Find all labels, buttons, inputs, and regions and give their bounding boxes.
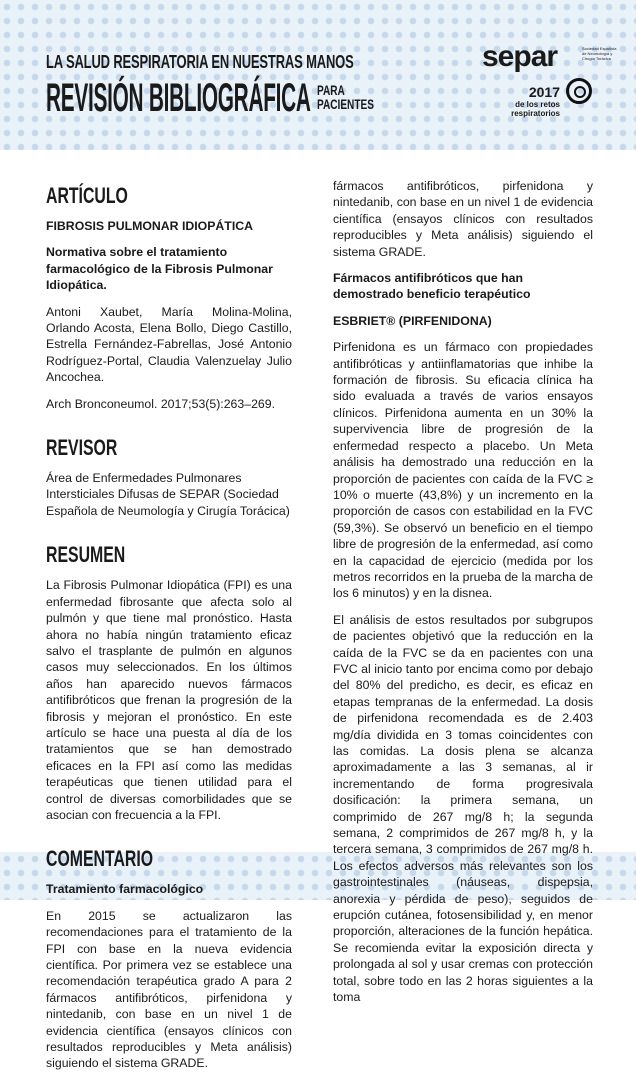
target-icon <box>566 78 592 104</box>
header-band <box>0 0 636 150</box>
article-citation: Arch Bronconeumol. 2017;53(5):263–269. <box>46 396 276 411</box>
comentario-paragraph-1: En 2015 se actualizaron las recomendaciones para el tratamiento de la FPI con base en la nueva evidencia científica. Por primera vez se establece una recomendación terapéutica grado A para 2 fármacos antifibróticos, pirfenidona y nintedanib, con base en un nivel 1 de evidencia científica (ensayos clínicos con resultados reproducibles y Meta análisis) siguiendo el sistema GRADE. <box>46 908 292 1071</box>
comentario-subheading: Tratamiento farmacológico <box>46 882 204 897</box>
badge-year: 2017 <box>528 84 560 100</box>
logo-tagline: Sociedad Española de Neumología y Cirugía Torácica <box>582 46 617 61</box>
title-suffix-line1: PARA <box>317 82 345 98</box>
subgroup-paragraph: El análisis de estos resultados por subgrupos de pacientes objetivó que la reducción en la caída de la FVC se da en pacientes con una FVC al inicio tanto por encima como por debajo del 80% del predicho, es decir, es eficaz en etapas tempranas de la enfermedad. La dosis de pirfenidona recomendada es de 2.403 mg/día dividida en 3 tomas coincidentes con las comidas. La dosis plena se alcanza aproximadamente a las 3 semanas, al ir incrementando de forma progresivala dosificación: la primera semana, un comprimido de 267 mg/8 h; la segunda semana, 2 comprimidos de 267 mg/8 h, y la tercera semana, 3 comprimidos de 267 mg/8 h. Los efectos adversos más relevantes son los gastrointestinales (náuseas, dispepsia, anorexia y pérdida de peso), seguidos de erupción cutánea, fotosensibilidad y, en menor proporción, alteraciones de la función hepática. Se recomienda evitar la exposición directa y prolongada al sol y usar cremas con protección total, sobre todo en las 2 horas siguientes a la toma <box>333 612 593 1005</box>
logo-wordmark: separ <box>482 40 558 73</box>
section-heading-revisor: REVISOR <box>46 435 118 461</box>
section-heading-comentario: COMENTARIO <box>46 846 154 872</box>
year-badge <box>511 84 560 118</box>
section-heading-resumen: RESUMEN <box>46 542 126 568</box>
drug-heading: ESBRIET® (PIRFENIDONA) <box>333 313 492 328</box>
article-topic: FIBROSIS PULMONAR IDIOPÁTICA <box>46 219 253 233</box>
comentario-paragraph-1-cont: fármacos antifibróticos, pirfenidona y nintedanib, con base en un nivel 1 de evidencia científica (ensayos clínicos con resultados reproducibles y Meta análisis) siguiendo el sistema GRADE. <box>333 179 593 259</box>
right-column <box>333 178 593 1016</box>
antifibroticos-subheading: Fármacos antifibróticos que han demostrado beneficio terapéutico <box>333 271 531 302</box>
title-suffix-line2: PACIENTES <box>317 96 374 112</box>
article-title: Normativa sobre el tratamiento farmacológico de la Fibrosis Pulmonar Idiopática. <box>46 245 273 293</box>
left-column <box>46 183 292 1071</box>
article-authors: Antoni Xaubet, María Molina-Molina, Orlando Acosta, Elena Bollo, Diego Castillo, Estrella Fernández-Fabrellas, José Antonio Rodríguez-Portal, Claudia Valenzuelay Julio Ancochea. <box>46 304 292 385</box>
page-title: REVISIÓN BIBLIOGRÁFICA <box>46 76 311 120</box>
section-heading-articulo: ARTÍCULO <box>46 183 128 208</box>
pirfenidona-paragraph: Pirfenidona es un fármaco con propiedades antifibróticas y antiinflamatorias que inhibe la formación de fibrosis. Su eficacia clínica ha sido evaluada a través de varios ensayos clínicos. Pirfenidona aumenta en un 30% la supervivencia libre de progresión de la enfermedad respecto a placebo. Un Meta análisis ha demostrado una reducción en la proporción de pacientes con caída de la FVC ≥ 10% o muerte (43,8%) y un incremento en la proporción de casos con estabilidad en la FVC (59,3%). Se observó un beneficio en el tiempo libre de progresión de la enfermedad, así como en la capacidad de ejercicio (medida por los metros recorridos en la prueba de la marcha de los 6 minutos) y en la disnea. <box>333 340 593 601</box>
badge-line2: respiratorios <box>511 109 560 118</box>
resumen-text: La Fibrosis Pulmonar Idiopática (FPI) es una enfermedad fibrosante que afecta solo al pulmón y que tiene mal pronóstico. Hasta ahora no había ningún tratamiento eficaz salvo el trasplante de pulmón en algunos casos muy seleccionados. En los últimos años han aparecido nuevos fármacos antifibróticos que frenan la progresión de la fibrosis y mejoran el pronóstico. En este artículo se hace una puesta al día de los tratamientos que se han demostrado eficaces en la FPI así como las medidas terapéuticas que tienen utilidad para el control de diversas comorbilidades que se asocian con frecuencia a la FPI. <box>46 578 292 822</box>
title-suffix <box>317 83 374 111</box>
series-kicker: LA SALUD RESPIRATORIA EN NUESTRAS MANOS <box>46 52 354 72</box>
badge-line1: de los retos <box>515 100 560 109</box>
separ-logo <box>482 40 617 74</box>
revisor-text: Área de Enfermedades Pulmonares Intersticiales Difusas de SEPAR (Sociedad Española de Neumología y Cirugía Torácica) <box>46 471 290 518</box>
